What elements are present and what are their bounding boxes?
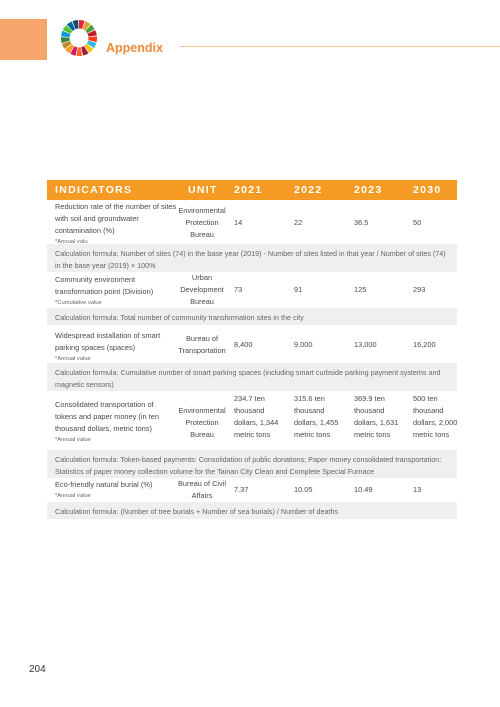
indicator-note: *Cumulative value bbox=[55, 300, 102, 306]
indicator-cell bbox=[55, 399, 177, 445]
unit-cell: Urban Development Bureau bbox=[180, 273, 224, 306]
header-divider bbox=[180, 46, 500, 47]
header-indicators: INDICATORS bbox=[55, 184, 133, 196]
indicator-note: *Annual value bbox=[55, 437, 91, 443]
unit-cell: Bureau of Civil Affairs bbox=[177, 479, 227, 500]
indicator-cell bbox=[55, 201, 177, 247]
table-row bbox=[47, 478, 457, 502]
indicator-name: Community environment transformation point (Division) bbox=[55, 275, 154, 296]
table-header bbox=[47, 180, 457, 200]
indicator-cell bbox=[55, 274, 177, 308]
header-2023: 2023 bbox=[354, 184, 383, 196]
indicator-name: Eco-friendly natural burial (%) bbox=[55, 480, 153, 489]
value-2022: 22 bbox=[294, 218, 303, 227]
value-2021: 7.37 bbox=[234, 485, 249, 494]
indicator-table bbox=[47, 180, 457, 519]
table-row bbox=[47, 272, 457, 308]
value-2030: 16,200 bbox=[413, 340, 436, 349]
value-2021: 234.7 ten thousand dollars, 1,344 metric tons bbox=[234, 394, 279, 439]
header-2021: 2021 bbox=[234, 184, 263, 196]
value-2023: 10.49 bbox=[354, 485, 373, 494]
formula-row: Calculation formula: Total number of community transformation sites in the city bbox=[47, 308, 457, 325]
formula-row: Calculation formula: (Number of tree burials + Number of sea burials) / Number of deaths bbox=[47, 502, 457, 519]
unit-cell: Bureau of Transportation bbox=[178, 334, 226, 355]
sdg-wheel-logo bbox=[60, 19, 98, 57]
indicator-note: *Annual value bbox=[55, 356, 91, 362]
indicator-name: Widespread installation of smart parking spaces (spaces) bbox=[55, 331, 161, 352]
value-2022: 9,000 bbox=[294, 340, 313, 349]
indicator-note: *Annual valu bbox=[55, 239, 88, 245]
formula-row: Calculation formula: Token-based payments: Consolidation of public donations; Paper money consolidated transportation: Statistics of paper money collection volume for the Tainan City Clean and Complete Special Furnace bbox=[47, 450, 457, 478]
value-2030: 500 ten thousand dollars, 2,000 metric tons bbox=[413, 394, 458, 439]
value-2022: 91 bbox=[294, 285, 303, 294]
header-2030: 2030 bbox=[413, 184, 442, 196]
value-2021: 14 bbox=[234, 218, 243, 227]
value-2022: 315.6 ten thousand dollars, 1,455 metric tons bbox=[294, 394, 339, 439]
value-2021: 8,400 bbox=[234, 340, 253, 349]
table-row bbox=[47, 325, 457, 363]
page-number: 204 bbox=[29, 664, 46, 675]
formula-row: Calculation formula: Cumulative number of smart parking spaces (including smart curbside parking payment systems and magnetic sensors) bbox=[47, 363, 457, 391]
indicator-cell bbox=[55, 479, 177, 501]
value-2023: 125 bbox=[354, 285, 367, 294]
indicator-name: Consolidated transportation of tokens and paper money (in ten thousand dollars, metric tons) bbox=[55, 400, 159, 433]
value-2023: 36.5 bbox=[354, 218, 369, 227]
page-title: Appendix bbox=[106, 41, 163, 55]
unit-cell: Environmental Protection Bureau bbox=[178, 206, 226, 239]
table-row bbox=[47, 391, 457, 450]
value-2023: 369.9 ten thousand dollars, 1,631 metric tons bbox=[354, 394, 399, 439]
table-row bbox=[47, 200, 457, 244]
value-2021: 73 bbox=[234, 285, 243, 294]
value-2030: 13 bbox=[413, 485, 422, 494]
value-2030: 50 bbox=[413, 218, 422, 227]
side-tab bbox=[0, 19, 47, 60]
indicator-name: Reduction rate of the number of sites with soil and groundwater contamination (%) bbox=[55, 202, 177, 235]
value-2022: 10.05 bbox=[294, 485, 313, 494]
value-2030: 293 bbox=[413, 285, 426, 294]
header-unit: UNIT bbox=[188, 184, 218, 196]
header-2022: 2022 bbox=[294, 184, 323, 196]
value-2023: 13,000 bbox=[354, 340, 377, 349]
formula-row: Calculation formula: Number of sites (74) in the base year (2019) - Number of sites listed in that year / Number of sites (74) in the base year (2019) × 100% bbox=[47, 244, 457, 272]
unit-cell: Environmental Protection Bureau bbox=[178, 406, 226, 439]
indicator-note: *Annual value bbox=[55, 493, 91, 499]
indicator-cell bbox=[55, 330, 177, 364]
